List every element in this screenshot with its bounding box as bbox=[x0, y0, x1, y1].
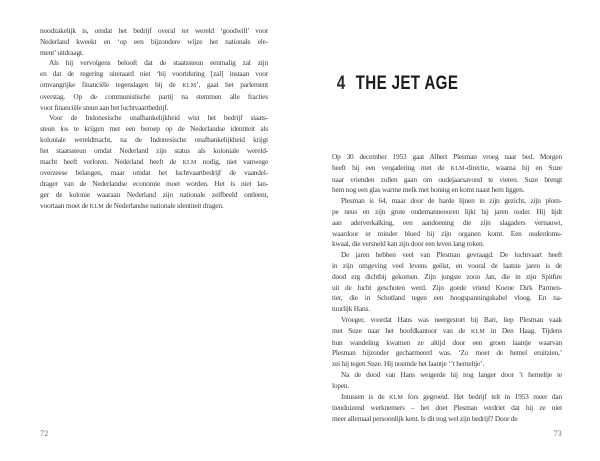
text-line: tier, die in Schotland tegen een hoogspanningskabel vloog. En na- bbox=[332, 293, 562, 303]
text-line: hun wandeling kwamen ze altijd door een groen laantje waarvan bbox=[332, 337, 562, 347]
text-line: meer allemaal persoonlijk kent. Is dit nog wel zijn bedrijf? Door de bbox=[332, 414, 518, 424]
text-line: heeft hij een vergadering met de KLM-directie, waarna hij en Suze bbox=[332, 162, 562, 172]
text-line: overzeese belangen, maar omdat het luchtvaartbedrijf de vaandel- bbox=[40, 168, 268, 178]
small-caps-klm: KLM bbox=[182, 82, 197, 89]
text-line: Nederland kweekt en ‘op een bijzondere wijze het nationale ele- bbox=[40, 36, 268, 46]
small-caps-klm: KLM bbox=[450, 165, 465, 172]
text-line: Plesman is 64, maar door de harde lijnen in zijn gezicht, zijn plom- bbox=[341, 196, 562, 206]
paragraph bbox=[332, 250, 562, 315]
small-caps-klm: KLM bbox=[182, 159, 197, 166]
text-line: ger de kolonie waaraan Nederland zijn nationale zelfbeeld ontleent, bbox=[40, 189, 268, 199]
text-line: en dat de regering uiteraard niet ‘bij voortduring [zal] instaan voor bbox=[40, 69, 268, 79]
text-line: De jaren hebben veel van Plesman gevraagd. De luchtvaart heeft bbox=[341, 250, 562, 260]
text-line: omvangrijke financiële tegenslagen bij de KLM’, gaat het parlement bbox=[40, 79, 268, 89]
text-line: Na de dood van Hans weigerde hij nog langer door ’t hemeltje te bbox=[341, 369, 562, 379]
text-line: tienduizend werknemers – het doet Plesman verdriet dat hij ze niet bbox=[332, 403, 562, 413]
text-line: macht heeft verloren. Nederland heeft de KLM nodig, niet vanwege bbox=[40, 156, 268, 166]
text-line: koloniale wereldmacht, na de Indonesische onafhankelijkheid krijgt bbox=[40, 134, 268, 144]
small-caps-klm: KLM bbox=[89, 203, 104, 210]
paragraph bbox=[332, 392, 562, 425]
text-line: Als hij vervolgens belooft dat de staatssteun eenmalig zal zijn bbox=[49, 58, 268, 68]
text-line: Voor de Indonesische onafhankelijkheid wist het bedrijf staats- bbox=[49, 113, 268, 123]
paragraph bbox=[332, 370, 562, 392]
text-line: lopen. bbox=[332, 380, 350, 390]
text-line: kwaal, die versneld kan zijn door een leven lang roken. bbox=[332, 239, 485, 249]
text-line: drager van de Nederlandse economie moet worden. Het is niet lan- bbox=[40, 179, 268, 189]
text-line: ment’ uitdraagt. bbox=[40, 47, 84, 57]
small-caps-klm: KLM bbox=[389, 394, 404, 401]
text-line: overstag. Op de communistische partij na stemmen alle fracties bbox=[40, 91, 268, 101]
small-caps-klm: KLM bbox=[470, 328, 485, 335]
left-page-text bbox=[40, 26, 268, 213]
text-line: het staatssteun omdat Nederland zijn status als koloniale wereld- bbox=[40, 145, 268, 155]
chapter-heading bbox=[332, 72, 458, 96]
text-line: Op 30 december 1953 gaat Albert Plesman vroeg naar bed. Morgen bbox=[332, 152, 562, 161]
paragraph bbox=[332, 315, 562, 370]
text-line: noodzakelijk is, omdat het bedrijf overal ter wereld ‘goodwill’ voor bbox=[40, 26, 268, 35]
text-line: naar vrienden zullen gaan om oudejaarsavond te vieren. Suze brengt bbox=[332, 174, 562, 184]
text-line: tuurlijk Hans. bbox=[332, 304, 370, 314]
paragraph bbox=[332, 196, 562, 250]
text-line: waardoor er minder bloed bij zijn organen komt. Een ouderdoms- bbox=[332, 228, 562, 238]
text-line: met Suze naar het hoofdkantoor van de KLM in Den Haag. Tijdens bbox=[332, 325, 563, 335]
left-page-number: 72 bbox=[40, 429, 49, 438]
text-line: hem nog een glas warme melk met honing en komt naast hem liggen. bbox=[332, 185, 525, 195]
text-line: pe neus en zijn grote oudemannenoren lijkt hij jaren ouder. Hij lijdt bbox=[332, 206, 562, 216]
text-line: Vroeger, voordat Hans was neergestort bij Bari, liep Plesman vaak bbox=[341, 314, 562, 324]
paragraph bbox=[40, 26, 268, 58]
paragraph bbox=[40, 58, 268, 113]
paragraph bbox=[332, 152, 562, 196]
text-line: Plesman bijzonder gecharmeerd was. ‘Zo moet de hemel eruitzien,’ bbox=[332, 348, 562, 358]
text-line: aan aderverkalking, een aandoening die zijn slagaders vernauwt, bbox=[332, 217, 562, 227]
text-line: steun los te krijgen met een beroep op de Nederlandse identiteit als bbox=[40, 124, 268, 134]
text-line: Intussen is de KLM fors gegroeid. Het bedrijf telt in 1953 meer dan bbox=[341, 391, 562, 401]
text-line: in zijn omgeving veel levens geëist, en vooral de laatste jaren is de bbox=[332, 260, 562, 270]
right-page-text bbox=[332, 152, 562, 425]
right-page-number: 73 bbox=[553, 429, 562, 438]
text-line: voor financiële steun aan het luchtvaartbedrijf. bbox=[40, 102, 169, 112]
text-line: zei hij tegen Suze. Hij noemde het laantje ‘’t hemeltje’. bbox=[332, 359, 485, 369]
chapter-title: THE JET AGE bbox=[355, 73, 459, 94]
text-line: dood erg dichtbij gekomen. Zijn jongste zoon Jan, die in zijn Spitfire bbox=[332, 271, 562, 281]
chapter-number: 4 bbox=[336, 73, 346, 94]
text-line: uit de lucht geschoten werd. Zijn goede vriend Koene Dirk Parmen- bbox=[332, 282, 562, 292]
paragraph bbox=[40, 113, 268, 212]
text-line: voortaan moet de KLM de Nederlandse nationale identiteit dragen. bbox=[40, 200, 224, 210]
